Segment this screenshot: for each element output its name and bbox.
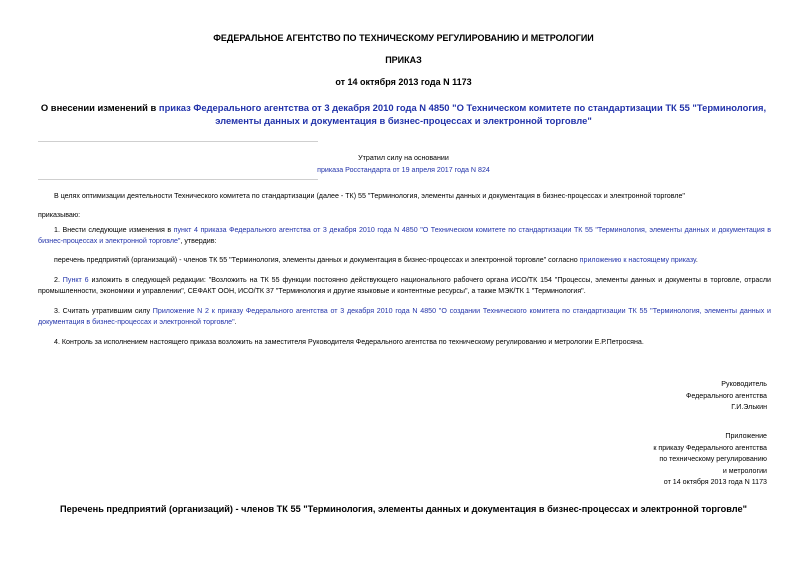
signature-line-3: Г.И.Элькин (731, 403, 767, 411)
p3-text-a: 3. Считать утратившим силу (54, 307, 153, 315)
doc-type-heading: ПРИКАЗ (385, 55, 422, 65)
p2-link[interactable]: Пункт 6 (62, 276, 89, 284)
p3-text-b: . (234, 318, 237, 327)
p1-text-a: 1. Внести следующие изменения в (54, 226, 174, 234)
paragraph-3 (38, 306, 771, 329)
appendix-line-3: по техническому регулированию (659, 455, 767, 463)
p2-text: изложить в следующей редакции: "Возложить на ТК 55 функции постоянно действующего национального рабочего органа ИСО/ТК 154 "Процессы, элементы данных и документы в торговле, отрасли промышленности, экономики и управлении", СЕФАКТ ООН, ИСО/ТК 37 "Терминология и другие языковые и контентные ресурсы", а также МЭК/ТК 1 "Терминология". (38, 276, 771, 296)
appendix-block (653, 431, 767, 489)
order-word: приказываю: (38, 211, 81, 219)
appendix-link[interactable]: приложению к настоящему приказу (579, 256, 696, 264)
appendix-line-2: к приказу Федерального агентства (653, 443, 767, 452)
appendix-line-5: от 14 октября 2013 года N 1173 (663, 478, 767, 486)
status-link[interactable]: приказа Росстандарта от 19 апреля 2017 года N 824 (317, 166, 490, 174)
list-paragraph (54, 255, 787, 266)
appendix-line-4: и метрологии (722, 466, 767, 475)
status-text: Утратил силу на основании (358, 154, 449, 162)
p1-link[interactable]: пункт 4 приказа Федерального агентства от 3 декабря 2010 года N 4850 "О Техническом комитете по стандартизации ТК 55 "Терминология, элементы данных и документация в бизнес-процессах и электронной торговле" (38, 226, 771, 246)
divider-top (38, 141, 318, 142)
divider-bottom (38, 179, 318, 180)
p2-num: 2. (54, 276, 63, 284)
title-link[interactable]: приказ Федерального агентства от 3 декабря 2010 года N 4850 "О Техническом комитете по стандартизации ТК 55 "Терминология, (158, 102, 767, 113)
p3-link[interactable]: Приложение N 2 к приказу Федерального агентства от 3 декабря 2010 года N 4850 "О создании Технического комитета по стандартизации ТК 55 "Терминология, элементы данных и документация в бизнес-процессах и электронной торговле" (38, 307, 772, 327)
signature-line-1: Руководитель (721, 380, 767, 388)
list-text-a: перечень предприятий (организаций) - членов ТК 55 "Терминология, элементы данных и документация в бизнес-процессах и электронной торговле" согласно (54, 256, 580, 264)
title-prefix: О внесении изменений в (40, 102, 159, 113)
title-link-cont[interactable]: элементы данных и документация в бизнес-процессах и электронной торговле" (215, 114, 592, 126)
list-title: Перечень предприятий (организаций) - членов ТК 55 "Терминология, элементы данных и документация в бизнес-процессах и электронной торговле" (60, 504, 747, 514)
signature-line-2: Федерального агентства (685, 391, 767, 400)
paragraph-2 (38, 275, 771, 298)
agency-heading: ФЕДЕРАЛЬНОЕ АГЕНТСТВО ПО ТЕХНИЧЕСКОМУ РЕГУЛИРОВАНИЮ И МЕТРОЛОГИИ (213, 33, 594, 43)
appendix-line-1: Приложение (725, 432, 767, 440)
p1-text-b: , утвердив: (180, 237, 217, 246)
paragraph-4: 4. Контроль за исполнением настоящего приказа возложить на заместителя Руководителя Федерального агентства по техническому регулированию и метрологии Е.Р.Петросяна. (54, 338, 644, 346)
intro-paragraph: В целях оптимизации деятельности Технического комитета по стандартизации (далее - ТК) 55 "Терминология, элементы данных и документация в бизнес-процессах и электронной торговле" (54, 192, 685, 200)
order-title (0, 102, 807, 127)
date-number-heading: от 14 октября 2013 года N 1173 (335, 77, 472, 87)
list-text-b: . (695, 256, 698, 264)
signature-block (686, 379, 767, 414)
status-link-wrap (0, 164, 807, 176)
paragraph-1 (38, 225, 771, 248)
